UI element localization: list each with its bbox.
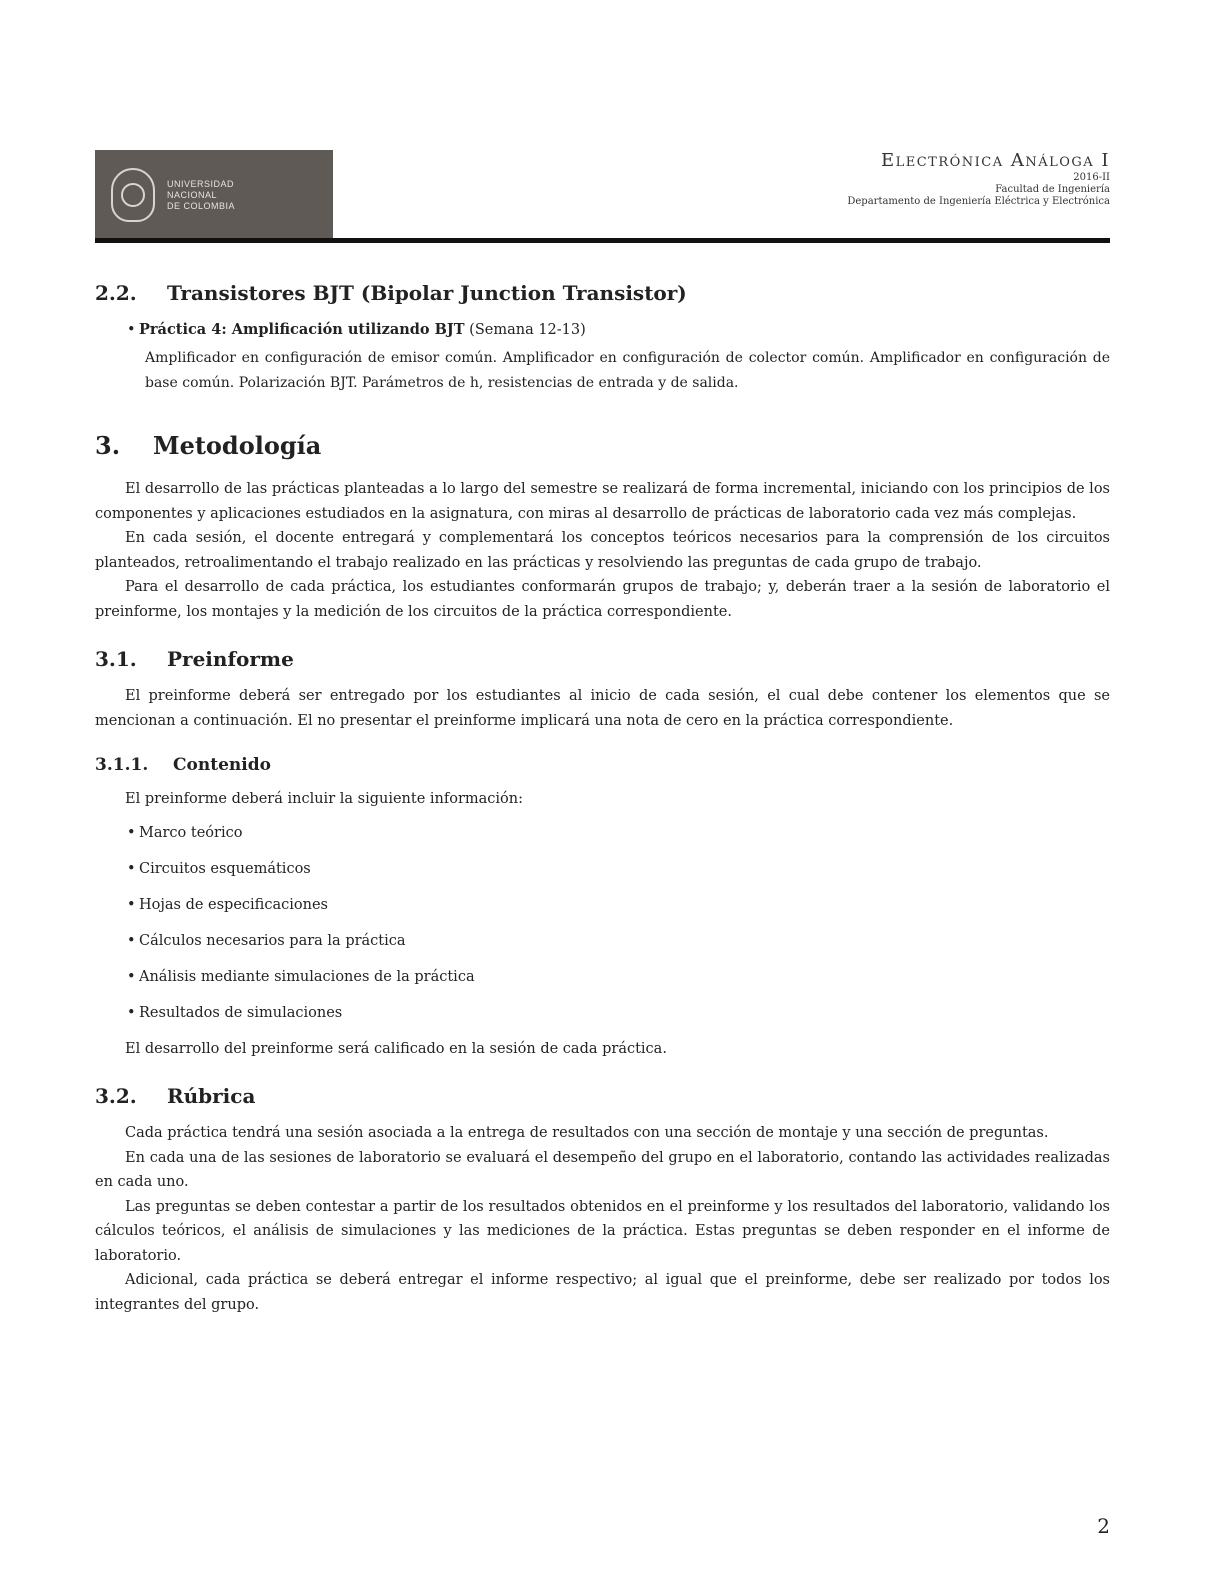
- page-number: 2: [1097, 1514, 1110, 1538]
- header-info: [847, 150, 1110, 208]
- list-item-text: Circuitos esquemáticos: [139, 861, 311, 877]
- section-number: 3.: [95, 431, 121, 460]
- section-title: Preinforme: [167, 647, 294, 671]
- section-title: Transistores BJT (Bipolar Junction Transistor): [167, 281, 687, 305]
- list-closing: El desarrollo del preinforme será calificado en la sesión de cada práctica.: [125, 1041, 667, 1057]
- paragraph: En cada una de las sesiones de laboratorio se evaluará el desempeño del grupo en el laboratorio, contando las actividades realizadas en cada uno.: [95, 1149, 1110, 1190]
- section-number: 3.2.: [95, 1084, 137, 1108]
- list-item: [95, 1001, 1110, 1025]
- faculty: Facultad de Ingeniería: [995, 184, 1110, 195]
- logo-line: UNIVERSIDAD: [167, 178, 235, 189]
- list-item-text: Análisis mediante simulaciones de la práctica: [139, 969, 475, 985]
- list-item-text: Cálculos necesarios para la práctica: [139, 933, 406, 949]
- paragraph: Cada práctica tendrá una sesión asociada a la entrega de resultados con una sección de montaje y una sección de preguntas.: [125, 1125, 1049, 1141]
- list-item: [95, 965, 1110, 989]
- section-title: Contenido: [173, 755, 271, 775]
- header-rule: [95, 238, 1110, 243]
- paragraph: Adicional, cada práctica se deberá entregar el informe respectivo; al igual que el preinforme, debe ser realizado por todos los integrantes del grupo.: [95, 1272, 1110, 1313]
- logo-line: NACIONAL: [167, 189, 218, 200]
- department: Departamento de Ingeniería Eléctrica y Electrónica: [847, 196, 1110, 207]
- practice-weeks: (Semana 12-13): [469, 322, 586, 338]
- list-intro: El preinforme deberá incluir la siguiente información:: [125, 791, 524, 807]
- university-seal-icon: [111, 168, 155, 222]
- section-title: Metodología: [153, 431, 322, 460]
- course-title: Electrónica Análoga I: [880, 150, 1110, 171]
- practice-description: Amplificador en configuración de emisor común. Amplificador en configuración de colector común. Amplificador en configuración de base común. Polarización BJT. Parámetros de h, resistencias de entrada y de salida.: [145, 350, 1110, 391]
- paragraph: El preinforme deberá ser entregado por los estudiantes al inicio de cada sesión, el cual debe contener los elementos que se mencionan a continuación. El no presentar el preinforme implicará una nota de cero en la práctica correspondiente.: [95, 688, 1110, 729]
- university-logo: [95, 150, 333, 240]
- logo-line: DE COLOMBIA: [167, 200, 236, 211]
- list-item: [95, 929, 1110, 953]
- section-3-1-1-heading: [95, 753, 1110, 777]
- section-3-1-heading: [95, 646, 1110, 672]
- paragraph: El desarrollo de las prácticas planteadas a lo largo del semestre se realizará de forma incremental, iniciando con los principios de los componentes y aplicaciones estudiados en la asignatura, con miras al desarrollo de prácticas de laboratorio cada vez más complejas.: [95, 481, 1110, 522]
- section-number: 3.1.1.: [95, 755, 149, 775]
- section-2-2-heading: [95, 280, 1110, 306]
- section-3-2-heading: [95, 1083, 1110, 1109]
- page-header: [95, 150, 1110, 245]
- section-3-heading: [95, 431, 1110, 461]
- list-item-text: Hojas de especificaciones: [139, 897, 328, 913]
- list-item: [95, 318, 1110, 342]
- list-item: [95, 857, 1110, 881]
- list-item-text: Marco teórico: [139, 825, 243, 841]
- practice-title: Práctica 4: Amplificación utilizando BJT: [139, 321, 465, 338]
- section-number: 2.2.: [95, 281, 137, 305]
- section-title: Rúbrica: [167, 1084, 256, 1108]
- list-item: [95, 821, 1110, 845]
- paragraph: Las preguntas se deben contestar a partir de los resultados obtenidos en el preinforme y los resultados del laboratorio, validando los cálculos teóricos, el análisis de simulaciones y las mediciones de la práctica. Estas preguntas se deben responder en el informe de laboratorio.: [95, 1198, 1110, 1264]
- paragraph: Para el desarrollo de cada práctica, los estudiantes conformarán grupos de trabajo; y, deberán traer a la sesión de laboratorio el preinforme, los montajes y la medición de los circuitos de la práctica correspondiente.: [95, 579, 1110, 620]
- list-item: [95, 893, 1110, 917]
- section-number: 3.1.: [95, 647, 137, 671]
- paragraph: En cada sesión, el docente entregará y complementará los conceptos teóricos necesarios para la comprensión de los circuitos planteados, retroalimentando el trabajo realizado en las prácticas y resolviendo las preguntas de cada grupo de trabajo.: [95, 530, 1110, 571]
- course-code: 2016-II: [1073, 172, 1110, 183]
- page-content: [95, 280, 1110, 1317]
- logo-text: [167, 179, 235, 212]
- list-item-text: Resultados de simulaciones: [139, 1005, 343, 1021]
